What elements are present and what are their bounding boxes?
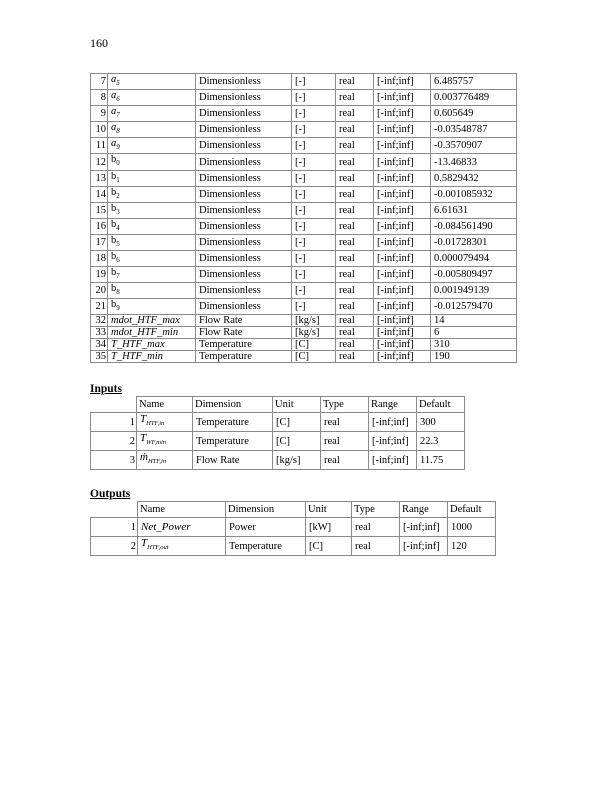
dimension-cell: Dimensionless: [196, 122, 292, 138]
column-header: Name: [137, 397, 193, 413]
parameter-name: [108, 106, 196, 122]
type-cell: real: [336, 90, 374, 106]
parameter-symbol: mdot_HTF_min: [111, 327, 179, 339]
range-cell: [-inf;inf]: [374, 283, 431, 299]
parameter-subscript: 9: [116, 143, 120, 152]
table-row: [91, 106, 517, 122]
table-row: [91, 351, 517, 363]
range-cell: [-inf;inf]: [374, 251, 431, 267]
table-row: [91, 154, 517, 170]
table-row: [91, 251, 517, 267]
type-cell: real: [336, 327, 374, 339]
outputs-table: [90, 501, 496, 556]
default-cell: 300: [417, 413, 465, 432]
table-row: [91, 138, 517, 154]
parameter-subscript: 6: [116, 256, 120, 265]
table-row: [91, 315, 517, 327]
unit-cell: [C]: [292, 351, 336, 363]
unit-cell: [C]: [273, 432, 321, 451]
inputs-heading: Inputs: [90, 383, 122, 395]
parameter-symbol: b: [111, 170, 117, 182]
parameter-subscript: 2: [116, 191, 120, 200]
unit-cell: [kg/s]: [273, 451, 321, 470]
range-cell: [-inf;inf]: [374, 218, 431, 234]
range-cell: [-inf;inf]: [369, 432, 417, 451]
parameter-symbol: a: [111, 106, 117, 118]
parameter-symbol: b: [111, 154, 117, 166]
default-cell: 120: [448, 537, 496, 556]
type-cell: real: [336, 74, 374, 90]
dimension-cell: Flow Rate: [196, 315, 292, 327]
parameter-symbol: a: [111, 90, 117, 102]
outputs-heading: Outputs: [90, 488, 131, 500]
variable-symbol: T: [140, 413, 147, 426]
table-row: [91, 170, 517, 186]
dimension-cell: Power: [226, 518, 306, 537]
type-cell: real: [336, 186, 374, 202]
row-index: 19: [91, 267, 108, 283]
range-cell: [-inf;inf]: [400, 537, 448, 556]
dimension-cell: Temperature: [226, 537, 306, 556]
type-cell: real: [352, 518, 400, 537]
parameter-name: [108, 339, 196, 351]
dimension-cell: Flow Rate: [196, 327, 292, 339]
row-index: 21: [91, 299, 108, 315]
unit-cell: [-]: [292, 299, 336, 315]
column-header: Dimension: [193, 397, 273, 413]
row-index: 16: [91, 218, 108, 234]
unit-cell: [-]: [292, 186, 336, 202]
parameter-subscript: 1: [116, 175, 120, 184]
parameter-symbol: b: [111, 283, 117, 295]
parameter-symbol: T_HTF_max: [111, 339, 165, 351]
row-index: 1: [91, 413, 137, 432]
parameter-symbol: mdot_HTF_max: [111, 315, 180, 327]
dimension-cell: Dimensionless: [196, 299, 292, 315]
type-cell: real: [352, 537, 400, 556]
row-index: 17: [91, 234, 108, 250]
default-cell: -0.01728301: [431, 234, 517, 250]
table-row: [91, 186, 517, 202]
dimension-cell: Dimensionless: [196, 154, 292, 170]
parameter-symbol: a: [111, 138, 117, 150]
row-index: 8: [91, 90, 108, 106]
unit-cell: [-]: [292, 154, 336, 170]
range-cell: [-inf;inf]: [369, 413, 417, 432]
column-header: Type: [352, 502, 400, 518]
range-cell: [-inf;inf]: [374, 138, 431, 154]
column-header: Dimension: [226, 502, 306, 518]
variable-name: [137, 413, 193, 432]
default-cell: 6.61631: [431, 202, 517, 218]
dimension-cell: Dimensionless: [196, 234, 292, 250]
default-cell: 6.485757: [431, 74, 517, 90]
parameter-name: [108, 267, 196, 283]
parameter-subscript: 8: [116, 288, 120, 297]
row-index: 3: [91, 451, 137, 470]
range-cell: [-inf;inf]: [374, 315, 431, 327]
default-cell: -0.03548787: [431, 122, 517, 138]
table-row: [91, 202, 517, 218]
default-cell: -0.084561490: [431, 218, 517, 234]
range-cell: [-inf;inf]: [374, 234, 431, 250]
variable-name: [137, 451, 193, 470]
dimension-cell: Dimensionless: [196, 202, 292, 218]
range-cell: [-inf;inf]: [374, 299, 431, 315]
dimension-cell: Dimensionless: [196, 138, 292, 154]
type-cell: real: [336, 339, 374, 351]
row-index: 18: [91, 251, 108, 267]
blank-header-cell: [91, 397, 137, 413]
variable-subscript: HTF,in: [147, 458, 167, 466]
row-index: 2: [91, 537, 138, 556]
table-row: [91, 90, 517, 106]
table-row: [91, 122, 517, 138]
range-cell: [-inf;inf]: [374, 186, 431, 202]
parameter-symbol: b: [111, 299, 117, 311]
column-header: Unit: [273, 397, 321, 413]
parameters-table: [90, 73, 517, 363]
default-cell: 1000: [448, 518, 496, 537]
row-index: 7: [91, 74, 108, 90]
unit-cell: [-]: [292, 74, 336, 90]
range-cell: [-inf;inf]: [400, 518, 448, 537]
parameter-subscript: 8: [116, 127, 120, 136]
variable-subscript: HTF,in: [146, 420, 165, 428]
type-cell: real: [336, 106, 374, 122]
default-cell: 14: [431, 315, 517, 327]
variable-name: [137, 432, 193, 451]
default-cell: 0.001949139: [431, 283, 517, 299]
parameter-name: [108, 299, 196, 315]
variable-subscript: WF,min: [146, 439, 167, 447]
dimension-cell: Dimensionless: [196, 74, 292, 90]
unit-cell: [-]: [292, 251, 336, 267]
table-row: [91, 234, 517, 250]
range-cell: [-inf;inf]: [374, 170, 431, 186]
parameter-symbol: b: [111, 186, 117, 198]
type-cell: real: [336, 122, 374, 138]
dimension-cell: Flow Rate: [193, 451, 273, 470]
parameter-subscript: 0: [116, 159, 120, 168]
parameter-name: [108, 202, 196, 218]
unit-cell: [kg/s]: [292, 327, 336, 339]
unit-cell: [-]: [292, 234, 336, 250]
row-index: 35: [91, 351, 108, 363]
table-row: [91, 327, 517, 339]
dimension-cell: Dimensionless: [196, 251, 292, 267]
blank-header-cell: [91, 502, 138, 518]
variable-symbol: T: [141, 537, 148, 550]
unit-cell: [kg/s]: [292, 315, 336, 327]
row-index: 20: [91, 283, 108, 299]
default-cell: 0.003776489: [431, 90, 517, 106]
type-cell: real: [321, 413, 369, 432]
table-row: [91, 432, 465, 451]
unit-cell: [kW]: [306, 518, 352, 537]
type-cell: real: [336, 138, 374, 154]
row-index: 1: [91, 518, 138, 537]
parameter-subscript: 3: [116, 207, 120, 216]
table-row: [91, 413, 465, 432]
variable-symbol: Net_Power: [141, 520, 191, 533]
header-row: [91, 397, 465, 413]
type-cell: real: [336, 283, 374, 299]
table-row: [91, 299, 517, 315]
default-cell: -0.005809497: [431, 267, 517, 283]
type-cell: real: [336, 202, 374, 218]
default-cell: 190: [431, 351, 517, 363]
default-cell: 6: [431, 327, 517, 339]
row-index: 12: [91, 154, 108, 170]
header-row: [91, 502, 496, 518]
type-cell: real: [336, 267, 374, 283]
default-cell: -0.012579470: [431, 299, 517, 315]
unit-cell: [-]: [292, 170, 336, 186]
default-cell: -13.46833: [431, 154, 517, 170]
row-index: 15: [91, 202, 108, 218]
column-header: Unit: [306, 502, 352, 518]
default-cell: 0.605649: [431, 106, 517, 122]
unit-cell: [-]: [292, 202, 336, 218]
variable-symbol: T: [140, 432, 147, 445]
row-index: 10: [91, 122, 108, 138]
parameter-name: [108, 234, 196, 250]
parameter-symbol: b: [111, 234, 117, 246]
dimension-cell: Dimensionless: [196, 90, 292, 106]
parameter-name: [108, 90, 196, 106]
range-cell: [-inf;inf]: [374, 202, 431, 218]
type-cell: real: [321, 451, 369, 470]
parameter-name: [108, 251, 196, 267]
variable-symbol: ṁ: [140, 451, 148, 464]
variable-subscript: HTF,out: [147, 544, 169, 552]
parameter-name: [108, 74, 196, 90]
range-cell: [-inf;inf]: [374, 339, 431, 351]
range-cell: [-inf;inf]: [374, 351, 431, 363]
row-index: 14: [91, 186, 108, 202]
parameter-name: [108, 315, 196, 327]
unit-cell: [-]: [292, 138, 336, 154]
row-index: 9: [91, 106, 108, 122]
parameter-symbol: b: [111, 202, 117, 214]
type-cell: real: [336, 154, 374, 170]
table-row: [91, 339, 517, 351]
column-header: Name: [138, 502, 226, 518]
type-cell: real: [336, 299, 374, 315]
table-row: [91, 283, 517, 299]
range-cell: [-inf;inf]: [374, 267, 431, 283]
range-cell: [-inf;inf]: [374, 106, 431, 122]
range-cell: [-inf;inf]: [374, 154, 431, 170]
parameter-name: [108, 327, 196, 339]
inputs-table: [90, 396, 465, 470]
table-row: [91, 218, 517, 234]
parameter-subscript: 5: [116, 79, 120, 88]
range-cell: [-inf;inf]: [374, 122, 431, 138]
variable-name: [138, 518, 226, 537]
parameter-name: [108, 283, 196, 299]
default-cell: -0.001085932: [431, 186, 517, 202]
range-cell: [-inf;inf]: [374, 90, 431, 106]
range-cell: [-inf;inf]: [374, 327, 431, 339]
default-cell: 310: [431, 339, 517, 351]
parameter-symbol: b: [111, 218, 117, 230]
default-cell: 11.75: [417, 451, 465, 470]
table-row: [91, 518, 496, 537]
column-header: Range: [400, 502, 448, 518]
unit-cell: [-]: [292, 90, 336, 106]
dimension-cell: Temperature: [193, 413, 273, 432]
unit-cell: [C]: [273, 413, 321, 432]
row-index: 33: [91, 327, 108, 339]
parameter-name: [108, 218, 196, 234]
type-cell: real: [336, 251, 374, 267]
unit-cell: [-]: [292, 122, 336, 138]
column-header: Default: [448, 502, 496, 518]
default-cell: 0.000079494: [431, 251, 517, 267]
unit-cell: [C]: [292, 339, 336, 351]
row-index: 11: [91, 138, 108, 154]
type-cell: real: [336, 351, 374, 363]
parameter-name: [108, 186, 196, 202]
parameter-symbol: b: [111, 251, 117, 263]
row-index: 32: [91, 315, 108, 327]
variable-name: [138, 537, 226, 556]
type-cell: real: [336, 170, 374, 186]
type-cell: real: [336, 218, 374, 234]
column-header: Range: [369, 397, 417, 413]
table-row: [91, 267, 517, 283]
default-cell: 0.5829432: [431, 170, 517, 186]
dimension-cell: Temperature: [193, 432, 273, 451]
type-cell: real: [336, 315, 374, 327]
row-index: 34: [91, 339, 108, 351]
parameter-symbol: a: [111, 122, 117, 134]
dimension-cell: Temperature: [196, 351, 292, 363]
parameter-symbol: b: [111, 267, 117, 279]
range-cell: [-inf;inf]: [369, 451, 417, 470]
parameter-subscript: 9: [116, 304, 120, 313]
row-index: 2: [91, 432, 137, 451]
unit-cell: [-]: [292, 283, 336, 299]
parameter-subscript: 7: [116, 111, 120, 120]
row-index: 13: [91, 170, 108, 186]
unit-cell: [-]: [292, 218, 336, 234]
dimension-cell: Dimensionless: [196, 218, 292, 234]
parameter-name: [108, 351, 196, 363]
page-number: 160: [90, 36, 108, 50]
dimension-cell: Dimensionless: [196, 267, 292, 283]
range-cell: [-inf;inf]: [374, 74, 431, 90]
dimension-cell: Temperature: [196, 339, 292, 351]
unit-cell: [-]: [292, 267, 336, 283]
dimension-cell: Dimensionless: [196, 186, 292, 202]
dimension-cell: Dimensionless: [196, 170, 292, 186]
table-row: [91, 74, 517, 90]
parameter-name: [108, 138, 196, 154]
table-row: [91, 451, 465, 470]
table-row: [91, 537, 496, 556]
type-cell: real: [321, 432, 369, 451]
parameter-subscript: 5: [116, 240, 120, 249]
parameter-name: [108, 122, 196, 138]
parameter-name: [108, 170, 196, 186]
parameter-subscript: 4: [116, 223, 120, 232]
parameter-name: [108, 154, 196, 170]
dimension-cell: Dimensionless: [196, 106, 292, 122]
type-cell: real: [336, 234, 374, 250]
column-header: Default: [417, 397, 465, 413]
default-cell: 22.3: [417, 432, 465, 451]
column-header: Type: [321, 397, 369, 413]
default-cell: -0.3570907: [431, 138, 517, 154]
parameter-symbol: a: [111, 74, 117, 85]
unit-cell: [C]: [306, 537, 352, 556]
parameter-symbol: T_HTF_min: [111, 351, 163, 363]
parameter-subscript: 6: [116, 95, 120, 104]
parameter-subscript: 7: [116, 272, 120, 281]
unit-cell: [-]: [292, 106, 336, 122]
dimension-cell: Dimensionless: [196, 283, 292, 299]
